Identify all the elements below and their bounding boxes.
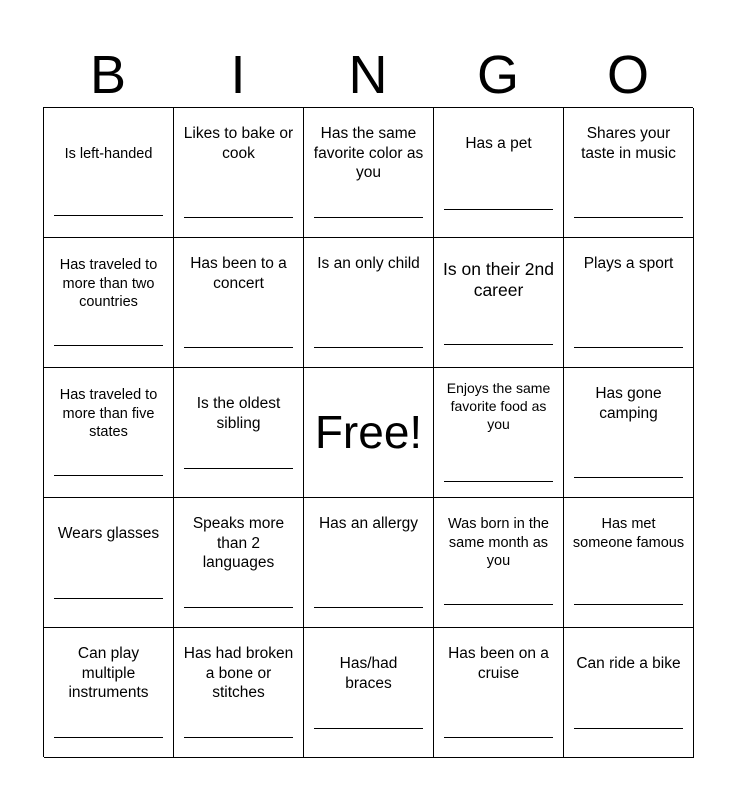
cell-text: Has been on a cruise — [448, 645, 549, 682]
header-letter-b: B — [89, 45, 127, 105]
signature-line — [314, 607, 423, 608]
bingo-cell — [174, 108, 304, 238]
cell-text: Has been to a concert — [190, 255, 287, 292]
signature-line — [444, 481, 553, 482]
bingo-cell — [44, 498, 174, 628]
signature-line — [574, 604, 683, 605]
cell-text: Is on their 2nd career — [443, 259, 554, 300]
signature-line — [444, 604, 553, 605]
bingo-cell — [304, 238, 434, 368]
bingo-cell — [174, 628, 304, 758]
cell-text: Wears glasses — [57, 525, 160, 542]
cell-text: Is the oldest sibling — [196, 395, 281, 432]
cell-text: Can ride a bike — [576, 655, 681, 672]
bingo-cell — [304, 628, 434, 758]
signature-line — [444, 344, 553, 345]
header-letter-n: N — [348, 45, 388, 105]
cell-text: Plays a sport — [583, 255, 674, 272]
cell-text: Enjoys the same favorite food as you — [446, 380, 551, 432]
header-letter-i: I — [230, 45, 246, 105]
signature-line — [314, 217, 423, 218]
bingo-cell — [304, 498, 434, 628]
bingo-cell — [564, 108, 694, 238]
header-letter-o: O — [606, 45, 649, 105]
free-text: Free! — [314, 406, 423, 458]
signature-line — [54, 475, 163, 476]
signature-line — [184, 737, 293, 738]
signature-line — [184, 468, 293, 469]
bingo-cell — [434, 368, 564, 498]
signature-line — [314, 728, 423, 729]
bingo-cell — [44, 108, 174, 238]
bingo-cell — [434, 498, 564, 628]
cell-text: Speaks more than 2 languages — [192, 515, 285, 571]
signature-line — [314, 347, 423, 348]
bingo-header — [43, 44, 693, 106]
signature-line — [574, 728, 683, 729]
cell-text: Has traveled to more than two countries — [59, 257, 158, 310]
cell-text: Has an allergy — [318, 515, 419, 532]
header-letter-g: G — [476, 45, 519, 105]
bingo-cell — [564, 238, 694, 368]
signature-line — [184, 347, 293, 348]
bingo-cell — [564, 498, 694, 628]
signature-line — [184, 607, 293, 608]
bingo-cell — [434, 108, 564, 238]
cell-text: Has met someone famous — [572, 516, 685, 551]
cell-text: Has had broken a bone or stitches — [183, 645, 294, 701]
bingo-cell — [174, 498, 304, 628]
bingo-cell — [174, 368, 304, 498]
signature-line — [574, 347, 683, 348]
bingo-cell — [434, 628, 564, 758]
cell-text: Was born in the same month as you — [447, 516, 549, 569]
bingo-cell — [564, 368, 694, 498]
signature-line — [184, 217, 293, 218]
cell-text: Has the same favorite color as you — [313, 125, 424, 181]
cell-text: Is an only child — [317, 255, 420, 272]
bingo-card — [43, 107, 693, 757]
cell-text: Can play multiple instruments — [68, 645, 149, 701]
signature-line — [54, 737, 163, 738]
signature-line — [54, 598, 163, 599]
bingo-cell — [564, 628, 694, 758]
cell-text: Has gone camping — [595, 385, 662, 422]
bingo-cell — [44, 238, 174, 368]
cell-text: Has traveled to more than five states — [59, 387, 158, 440]
signature-line — [54, 345, 163, 346]
bingo-cell — [304, 108, 434, 238]
cell-text: Is left-handed — [64, 146, 153, 162]
bingo-cell — [434, 238, 564, 368]
bingo-cell — [44, 628, 174, 758]
signature-line — [444, 737, 553, 738]
cell-text: Has a pet — [465, 135, 532, 152]
cell-text: Has/had braces — [339, 655, 398, 692]
signature-line — [444, 209, 553, 210]
bingo-cell — [174, 238, 304, 368]
cell-text: Shares your taste in music — [581, 125, 676, 162]
cell-text: Likes to bake or cook — [183, 125, 294, 162]
bingo-cell — [44, 368, 174, 498]
signature-line — [574, 477, 683, 478]
signature-line — [54, 215, 163, 216]
free-space — [304, 368, 434, 498]
signature-line — [574, 217, 683, 218]
